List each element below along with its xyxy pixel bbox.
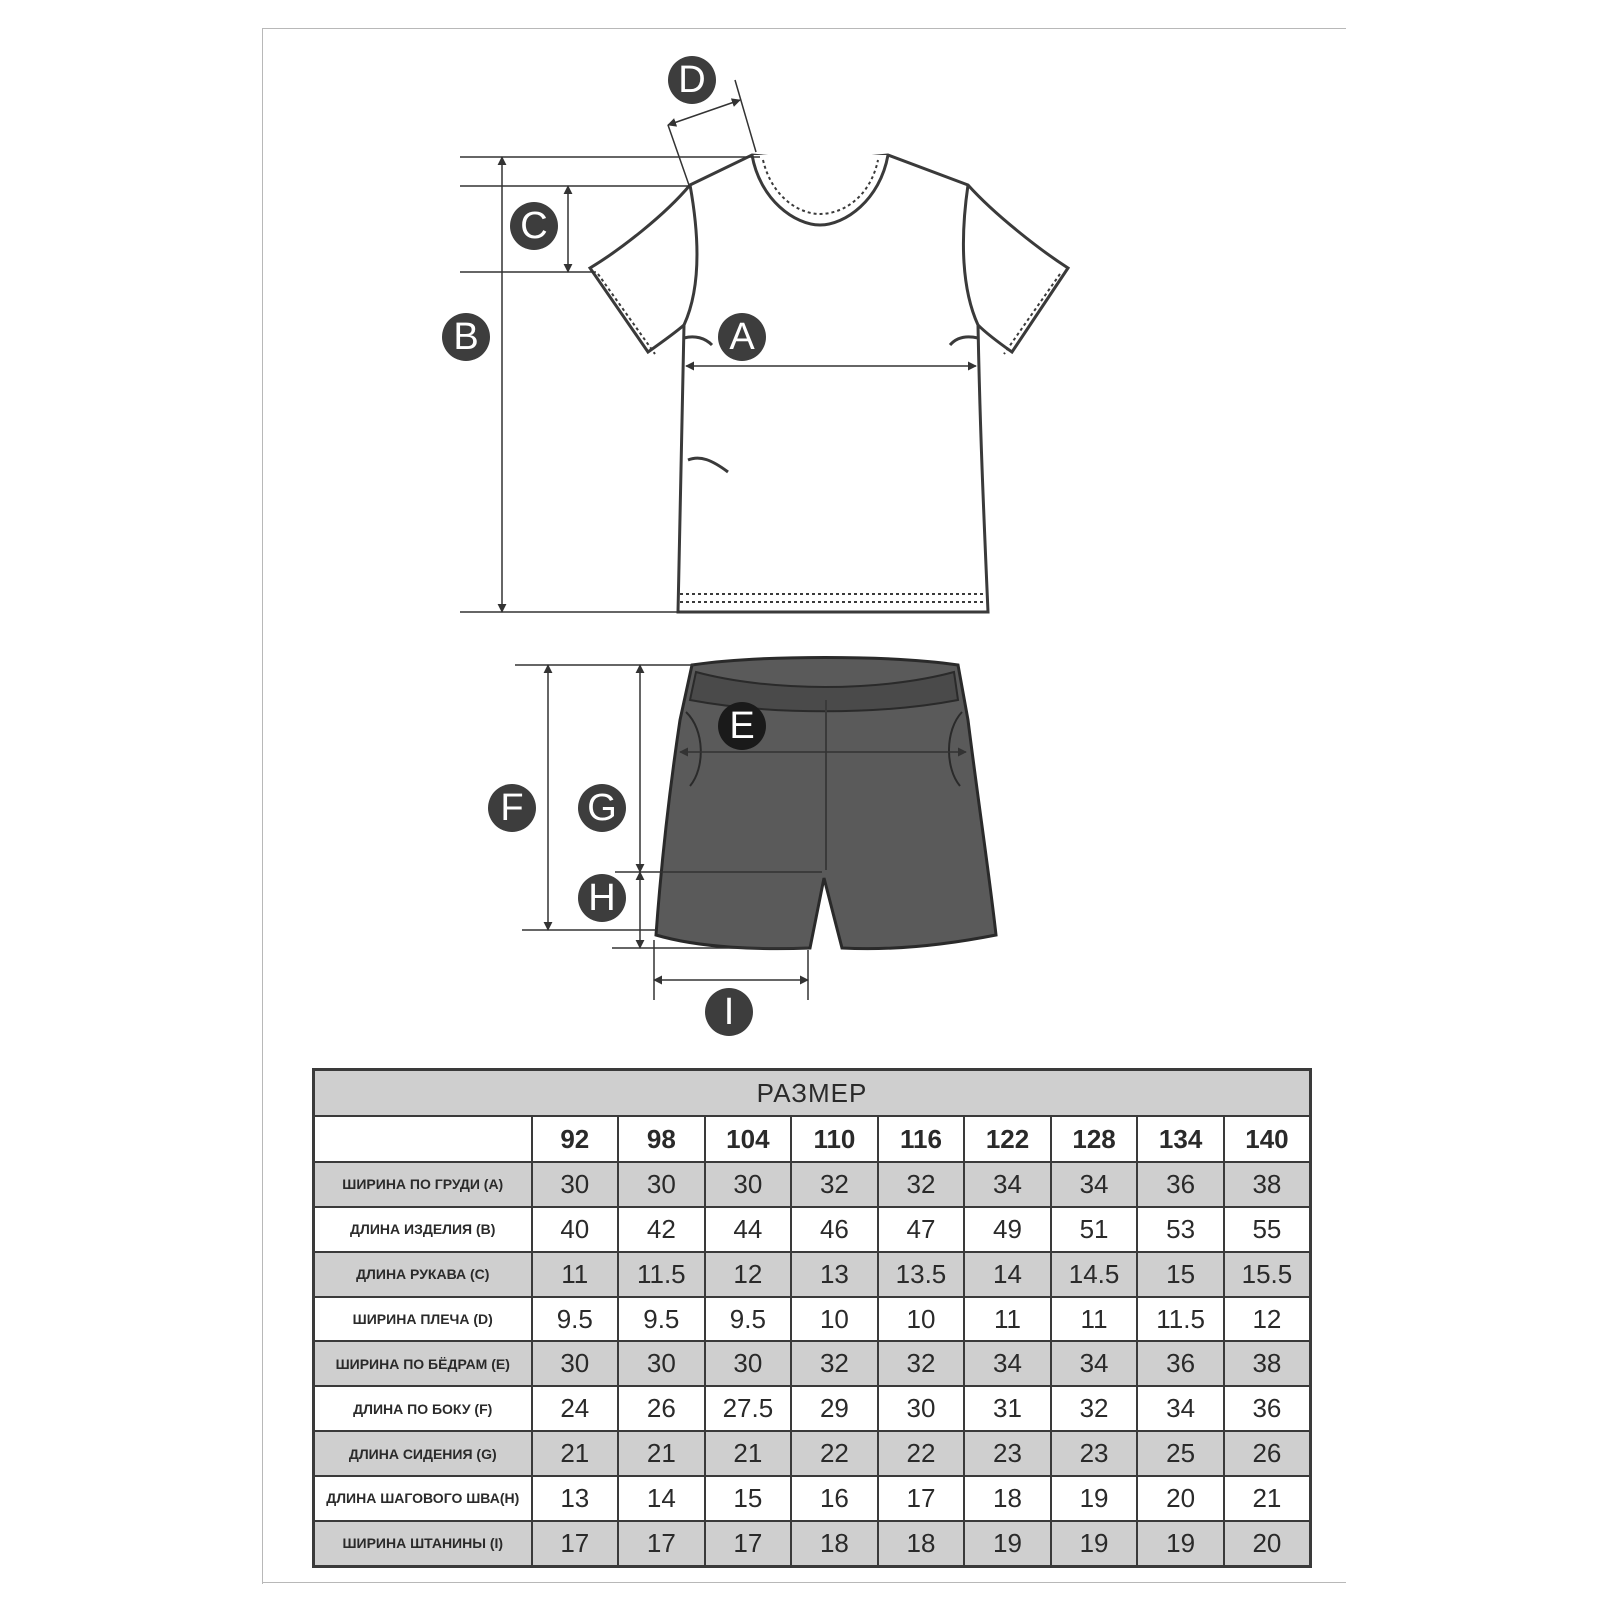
badge-d-label: D <box>678 59 706 101</box>
table-cell: 21 <box>618 1431 705 1476</box>
row-label: ДЛИНА РУКАВА (C) <box>314 1252 532 1297</box>
badge-g <box>578 784 626 832</box>
table-cell: 38 <box>1224 1162 1311 1207</box>
shorts-drawing <box>656 658 996 949</box>
badge-f-label: F <box>500 787 524 829</box>
table-cell: 19 <box>1051 1476 1138 1521</box>
table-cell: 19 <box>1137 1521 1224 1567</box>
table-cell: 46 <box>791 1207 878 1252</box>
table-cell: 30 <box>532 1341 619 1386</box>
badge-i <box>705 988 753 1036</box>
table-cell: 18 <box>791 1521 878 1567</box>
table-cell: 24 <box>532 1386 619 1431</box>
table-cell: 13 <box>532 1476 619 1521</box>
table-cell: 14 <box>964 1252 1051 1297</box>
table-cell: 30 <box>705 1162 792 1207</box>
table-row <box>314 1297 1311 1342</box>
table-row <box>314 1431 1311 1476</box>
table-cell: 32 <box>878 1162 965 1207</box>
table-cell: 20 <box>1224 1521 1311 1567</box>
table-cell: 18 <box>878 1521 965 1567</box>
table-cell: 32 <box>878 1341 965 1386</box>
badge-i-label: I <box>723 991 735 1033</box>
badge-b <box>442 313 490 361</box>
table-cell: 15 <box>1137 1252 1224 1297</box>
table-cell: 32 <box>791 1162 878 1207</box>
size-header-cell: 92 <box>532 1116 619 1162</box>
row-label: ДЛИНА ШАГОВОГО ШВА(H) <box>314 1476 532 1521</box>
table-cell: 44 <box>705 1207 792 1252</box>
table-cell: 22 <box>791 1431 878 1476</box>
size-header-cell: 110 <box>791 1116 878 1162</box>
table-cell: 30 <box>618 1162 705 1207</box>
table-cell: 30 <box>705 1341 792 1386</box>
table-cell: 25 <box>1137 1431 1224 1476</box>
table-cell: 12 <box>1224 1297 1311 1342</box>
table-cell: 9.5 <box>532 1297 619 1342</box>
table-cell: 21 <box>532 1431 619 1476</box>
table-cell: 42 <box>618 1207 705 1252</box>
table-cell: 13.5 <box>878 1252 965 1297</box>
row-label: ДЛИНА СИДЕНИЯ (G) <box>314 1431 532 1476</box>
table-row <box>314 1521 1311 1567</box>
table-cell: 11 <box>532 1252 619 1297</box>
size-header-row <box>314 1116 1311 1162</box>
table-cell: 18 <box>964 1476 1051 1521</box>
table-cell: 19 <box>964 1521 1051 1567</box>
table-cell: 34 <box>964 1162 1051 1207</box>
table-cell: 17 <box>532 1521 619 1567</box>
table-cell: 32 <box>1051 1386 1138 1431</box>
badge-f <box>488 784 536 832</box>
table-cell: 23 <box>1051 1431 1138 1476</box>
table-cell: 15.5 <box>1224 1252 1311 1297</box>
table-cell: 36 <box>1137 1341 1224 1386</box>
badge-a-label: A <box>729 316 755 358</box>
table-cell: 51 <box>1051 1207 1138 1252</box>
table-row <box>314 1476 1311 1521</box>
table-cell: 17 <box>878 1476 965 1521</box>
badge-h-label: H <box>588 877 616 919</box>
size-header-cell: 116 <box>878 1116 965 1162</box>
table-row <box>314 1341 1311 1386</box>
table-row <box>314 1252 1311 1297</box>
badge-e <box>718 702 766 750</box>
table-cell: 11 <box>964 1297 1051 1342</box>
table-cell: 53 <box>1137 1207 1224 1252</box>
size-table-title: РАЗМЕР <box>314 1070 1311 1117</box>
badge-e-label: E <box>729 705 755 747</box>
table-cell: 17 <box>618 1521 705 1567</box>
table-cell: 32 <box>791 1341 878 1386</box>
table-cell: 30 <box>532 1162 619 1207</box>
table-cell: 34 <box>1051 1162 1138 1207</box>
table-cell: 36 <box>1137 1162 1224 1207</box>
size-header-cell: 134 <box>1137 1116 1224 1162</box>
table-cell: 38 <box>1224 1341 1311 1386</box>
table-cell: 47 <box>878 1207 965 1252</box>
tshirt-drawing <box>590 155 1068 612</box>
row-label: ДЛИНА ИЗДЕЛИЯ (B) <box>314 1207 532 1252</box>
table-cell: 19 <box>1051 1521 1138 1567</box>
table-cell: 20 <box>1137 1476 1224 1521</box>
table-cell: 34 <box>1137 1386 1224 1431</box>
table-row <box>314 1162 1311 1207</box>
table-cell: 9.5 <box>705 1297 792 1342</box>
badge-d <box>668 56 716 104</box>
badge-c <box>510 202 558 250</box>
row-label: ШИРИНА ПО БЁДРАМ (E) <box>314 1341 532 1386</box>
table-cell: 11.5 <box>618 1252 705 1297</box>
row-label: ШИРИНА ПО ГРУДИ (A) <box>314 1162 532 1207</box>
size-header-cell: 140 <box>1224 1116 1311 1162</box>
size-header-empty <box>314 1116 532 1162</box>
table-cell: 13 <box>791 1252 878 1297</box>
table-cell: 36 <box>1224 1386 1311 1431</box>
table-cell: 29 <box>791 1386 878 1431</box>
table-cell: 30 <box>618 1341 705 1386</box>
badge-g-label: G <box>587 787 617 829</box>
frame-bottom-line <box>262 1582 1346 1583</box>
row-label: ШИРИНА ШТАНИНЫ (I) <box>314 1521 532 1567</box>
table-cell: 10 <box>791 1297 878 1342</box>
table-cell: 16 <box>791 1476 878 1521</box>
table-cell: 17 <box>705 1521 792 1567</box>
size-table <box>312 1068 1312 1568</box>
table-cell: 49 <box>964 1207 1051 1252</box>
table-cell: 14 <box>618 1476 705 1521</box>
table-cell: 23 <box>964 1431 1051 1476</box>
table-cell: 30 <box>878 1386 965 1431</box>
table-cell: 34 <box>1051 1341 1138 1386</box>
badge-h <box>578 874 626 922</box>
row-label: ДЛИНА ПО БОКУ (F) <box>314 1386 532 1431</box>
table-row <box>314 1386 1311 1431</box>
badge-b-label: B <box>453 316 479 358</box>
badge-a <box>718 313 766 361</box>
table-cell: 34 <box>964 1341 1051 1386</box>
table-row <box>314 1207 1311 1252</box>
table-cell: 14.5 <box>1051 1252 1138 1297</box>
table-cell: 21 <box>1224 1476 1311 1521</box>
table-cell: 26 <box>1224 1431 1311 1476</box>
size-header-cell: 128 <box>1051 1116 1138 1162</box>
table-cell: 55 <box>1224 1207 1311 1252</box>
badge-c-label: C <box>520 205 548 247</box>
size-header-cell: 98 <box>618 1116 705 1162</box>
table-cell: 21 <box>705 1431 792 1476</box>
table-cell: 40 <box>532 1207 619 1252</box>
table-cell: 12 <box>705 1252 792 1297</box>
size-header-cell: 104 <box>705 1116 792 1162</box>
table-cell: 9.5 <box>618 1297 705 1342</box>
table-cell: 26 <box>618 1386 705 1431</box>
table-cell: 15 <box>705 1476 792 1521</box>
table-cell: 11.5 <box>1137 1297 1224 1342</box>
table-cell: 10 <box>878 1297 965 1342</box>
table-cell: 22 <box>878 1431 965 1476</box>
row-label: ШИРИНА ПЛЕЧА (D) <box>314 1297 532 1342</box>
size-header-cell: 122 <box>964 1116 1051 1162</box>
table-cell: 31 <box>964 1386 1051 1431</box>
table-cell: 27.5 <box>705 1386 792 1431</box>
table-cell: 11 <box>1051 1297 1138 1342</box>
